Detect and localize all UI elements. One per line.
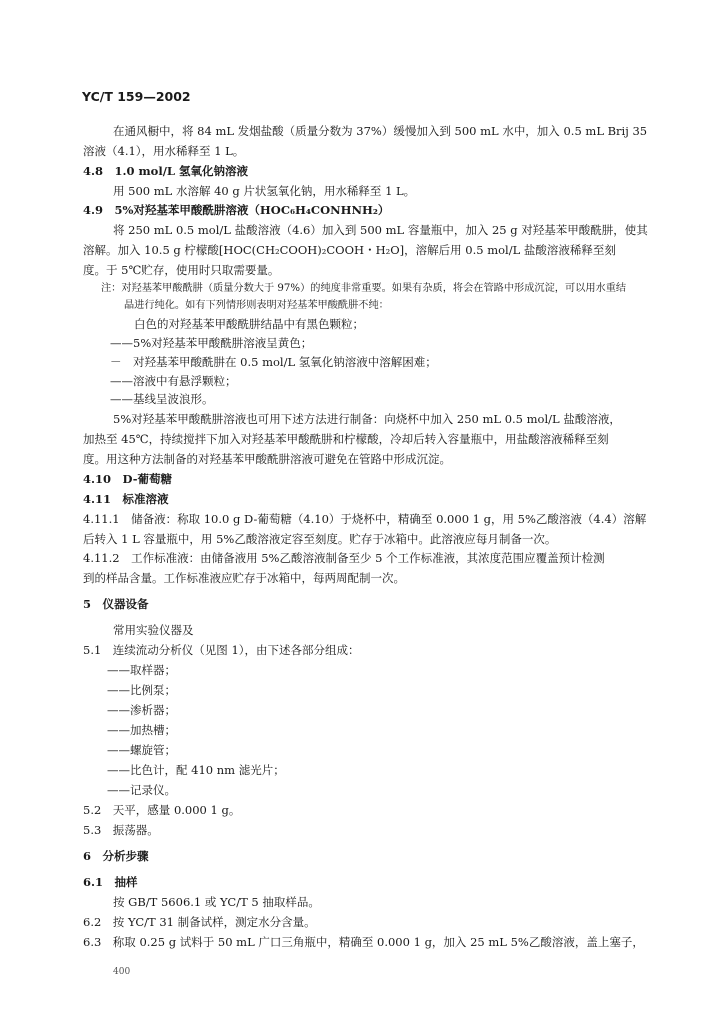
section-heading: 6 分析步骤 — [83, 849, 149, 863]
list-item: － 对羟基苯甲酸酰肼在 0.5 mol/L 氢氧化钠溶液中溶解困难； — [110, 355, 437, 369]
text-line: 5.3 振荡器。 — [83, 823, 159, 837]
text-line: 到的样品含量。工作标准液应贮存于冰箱中，每两周配制一次。 — [83, 571, 405, 585]
text-line: 度。用这种方法制备的对羟基苯甲酸酰肼溶液可避免在管路中形成沉淀。 — [83, 452, 451, 466]
text-line: 按 GB/T 5606.1 或 YC/T 5 抽取样品。 — [113, 895, 320, 909]
text-line: 度。于 5℃贮存，使用时只取需要量。 — [83, 263, 280, 277]
list-item: ——记录仪。 — [107, 783, 176, 797]
page-number: 400 — [113, 967, 131, 977]
section-heading: 6.1 抽样 — [83, 875, 138, 889]
note-line: 晶进行纯化。如有下列情形则表明对羟基苯甲酸酰肼不纯： — [124, 300, 389, 311]
list-item: ——取样器； — [107, 663, 176, 677]
text-line: 加热至 45℃，持续搅拌下加入对羟基苯甲酸酰肼和柠檬酸，冷却后转入容量瓶中，用盐酸溶液稀释至刻 — [83, 432, 609, 446]
list-item: ——基线呈波浪形。 — [110, 392, 214, 406]
section-heading: 4.9 5%对羟基苯甲酸酰肼溶液（HOC₆H₄CONHNH₂） — [83, 203, 390, 217]
list-item: ——螺旋管； — [107, 743, 176, 757]
list-item: ——比例泵； — [107, 683, 176, 697]
list-item: ——加热槽； — [107, 723, 176, 737]
text-line: 溶液（4.1），用水稀释至 1 L。 — [83, 144, 245, 158]
text-line: 4.11.1 储备液：称取 10.0 g D-葡萄糖（4.10）于烧杯中，精确至 0.000 1 g，用 5%乙酸溶液（4.4）溶解 — [83, 512, 647, 526]
text-line: 将 250 mL 0.5 mol/L 盐酸溶液（4.6）加入到 500 mL 容量瓶中，加入 25 g 对羟基苯甲酸酰肼，使其 — [113, 223, 648, 237]
list-item: ——比色计，配 410 nm 滤光片； — [107, 763, 285, 777]
text-line: 5.1 连续流动分析仪（见图 1），由下述各部分组成： — [83, 643, 360, 657]
section-heading: 5 仪器设备 — [83, 597, 149, 611]
text-line: 5%对羟基苯甲酸酰肼溶液也可用下述方法进行制备：向烧杯中加入 250 mL 0.5 mol/L 盐酸溶液， — [113, 412, 621, 426]
list-item: 白色的对羟基苯甲酸酰肼结晶中有黑色颗粒； — [134, 317, 364, 331]
note-line: 注：对羟基苯甲酸酰肼（质量分数大于 97%）的纯度非常重要。如果有杂质，将会在管路中形成沉淀，可以用水重结 — [101, 283, 627, 294]
section-heading: 4.10 D-葡萄糖 — [83, 472, 172, 486]
text-line: 4.11.2 工作标准液：由储备液用 5%乙酸溶液制备至少 5 个工作标准液，其浓度范围应覆盖预计检测 — [83, 551, 605, 565]
list-item: ——溶液中有悬浮颗粒； — [110, 374, 237, 388]
standard-code-header: YC/T 159—2002 — [82, 89, 191, 104]
text-line: 用 500 mL 水溶解 40 g 片状氢氧化钠，用水稀释至 1 L。 — [113, 184, 416, 198]
section-heading: 4.11 标准溶液 — [83, 492, 169, 506]
section-heading: 4.8 1.0 mol/L 氢氧化钠溶液 — [83, 164, 249, 178]
text-line: 6.3 称取 0.25 g 试料于 50 mL 广口三角瓶中，精确至 0.000 1 g，加入 25 mL 5%乙酸溶液，盖上塞子， — [83, 935, 644, 949]
text-line: 常用实验仪器及 — [113, 623, 194, 637]
list-item: ——5%对羟基苯甲酸酰肼溶液呈黄色； — [110, 336, 313, 350]
text-line: 溶解。加入 10.5 g 柠檬酸[HOC(CH₂COOH)₂COOH・H₂O]，溶解后用 0.5 mol/L 盐酸溶液稀释至刻 — [83, 243, 616, 257]
text-line: 5.2 天平，感量 0.000 1 g。 — [83, 803, 241, 817]
text-line: 6.2 按 YC/T 31 制备试样，测定水分含量。 — [83, 915, 316, 929]
text-line: 后转入 1 L 容量瓶中，用 5%乙酸溶液定容至刻度。贮存于冰箱中。此溶液应每月制备一次。 — [83, 532, 557, 546]
list-item: ——渗析器； — [107, 703, 176, 717]
text-line: 在通风橱中，将 84 mL 发烟盐酸（质量分数为 37%）缓慢加入到 500 mL 水中，加入 0.5 mL Brij 35 — [113, 124, 648, 138]
